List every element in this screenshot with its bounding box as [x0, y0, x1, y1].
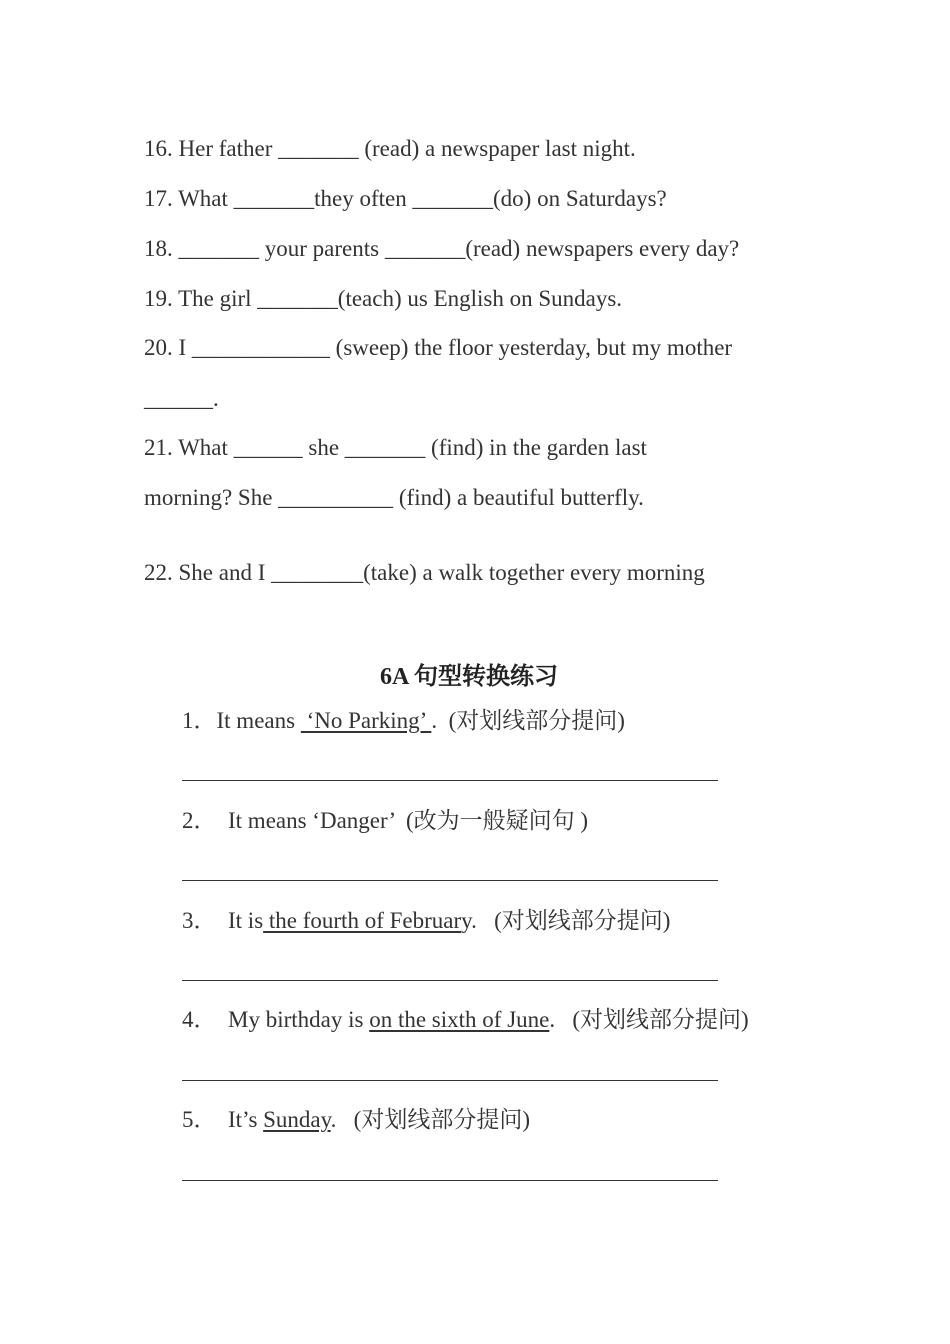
item-text: 3． It is	[182, 908, 264, 933]
question-19: 19. The girl _______(teach) us English on Sundays.	[144, 286, 623, 311]
question-21-line1: 21. What ______ she _______ (find) in the garden last	[144, 435, 647, 460]
item-text: 5． It’s	[182, 1107, 264, 1132]
item-text: y. (对划线部分提问)	[461, 908, 671, 933]
transform-item-3	[182, 906, 670, 936]
transform-item-4	[182, 1005, 749, 1035]
section-title: 6A 句型转换练习	[380, 664, 559, 690]
item-text: . (对划线部分提问)	[330, 1107, 530, 1132]
item-text: . (对划线部分提问)	[549, 1007, 749, 1032]
question-17: 17. What _______they often _______(do) on Saturdays?	[144, 186, 667, 211]
question-20-line1: 20. I ____________ (sweep) the floor yesterday, but my mother	[144, 335, 733, 360]
underlined-text: ‘No Parking’	[300, 708, 432, 733]
question-21-line2: morning? She __________ (find) a beautiful butterfly.	[144, 485, 644, 510]
question-22: 22. She and I ________(take) a walk together every morning	[144, 560, 705, 585]
item-text: 4． My birthday is	[182, 1007, 370, 1032]
question-20-line2: ______.	[144, 386, 219, 411]
underlined-text: the fourth of Februar	[263, 908, 462, 933]
transform-item-1	[182, 706, 625, 736]
answer-line-3[interactable]	[182, 980, 718, 981]
answer-line-4[interactable]	[182, 1080, 718, 1081]
answer-line-1[interactable]	[182, 780, 718, 781]
underlined-text: on the sixth of June	[369, 1007, 550, 1032]
answer-line-2[interactable]	[182, 880, 718, 881]
underlined-text: Sunday	[263, 1107, 331, 1132]
item-text: . (对划线部分提问)	[431, 708, 625, 733]
item-text: 2． It means ‘Danger’ (改为一般疑问句 )	[182, 808, 589, 833]
answer-line-5[interactable]	[182, 1180, 718, 1181]
transform-item-5	[182, 1105, 530, 1135]
question-16: 16. Her father _______ (read) a newspaper last night.	[144, 136, 636, 161]
question-18: 18. _______ your parents _______(read) newspapers every day?	[144, 236, 740, 261]
transform-item-2	[182, 806, 588, 836]
item-text: 1．It means	[182, 708, 301, 733]
